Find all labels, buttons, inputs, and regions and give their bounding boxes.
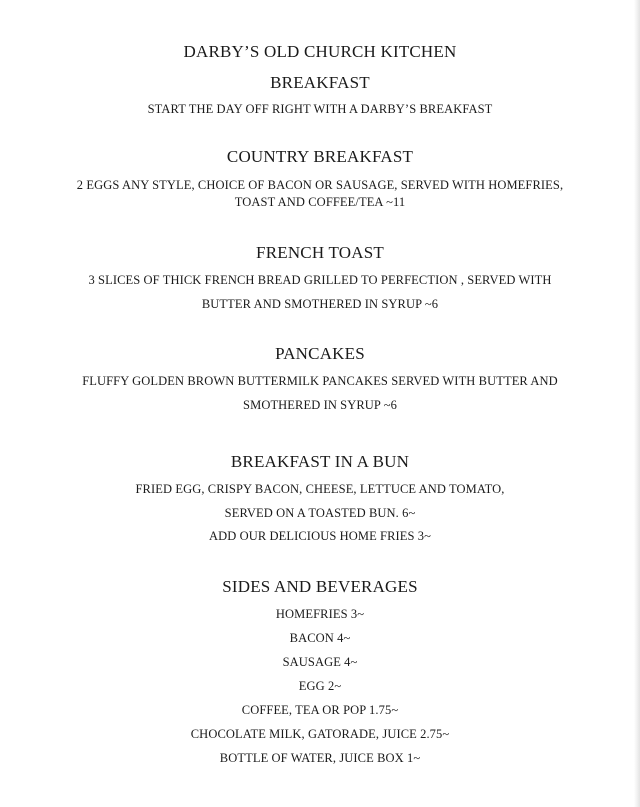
section-line: BUTTER AND SMOTHERED IN SYRUP ~6 <box>201 297 439 311</box>
section-line: COFFEE, TEA OR POP 1.75~ <box>241 703 399 717</box>
section-line: CHOCOLATE MILK, GATORADE, JUICE 2.75~ <box>190 727 450 741</box>
section-line: EGG 2~ <box>298 679 342 693</box>
section-line: SERVED ON A TOASTED BUN. 6~ <box>224 506 416 520</box>
section-line: TOAST AND COFFEE/TEA ~11 <box>234 195 406 209</box>
section-title-breakfast-in-a-bun: BREAKFAST IN A BUN <box>230 452 410 471</box>
section-line: BACON 4~ <box>289 631 351 645</box>
menu-subtitle: BREAKFAST <box>270 73 370 92</box>
section-line: SAUSAGE 4~ <box>282 655 358 669</box>
section-line: HOMEFRIES 3~ <box>275 607 365 621</box>
section-title-pancakes: PANCAKES <box>275 344 365 363</box>
restaurant-title: DARBY’S OLD CHURCH KITCHEN <box>183 42 457 61</box>
section-title-sides-and-beverages: SIDES AND BEVERAGES <box>222 577 418 596</box>
section-title-country-breakfast: COUNTRY BREAKFAST <box>226 147 414 166</box>
section-title-french-toast: FRENCH TOAST <box>256 243 384 262</box>
section-line: FRIED EGG, CRISPY BACON, CHEESE, LETTUCE AND TOMATO, <box>135 482 505 496</box>
section-line: 2 EGGS ANY STYLE, CHOICE OF BACON OR SAUSAGE, SERVED WITH HOMEFRIES, <box>76 178 564 192</box>
section-line: BOTTLE OF WATER, JUICE BOX 1~ <box>219 751 421 765</box>
menu-tagline: START THE DAY OFF RIGHT WITH A DARBY’S BREAKFAST <box>147 102 493 116</box>
section-line: 3 SLICES OF THICK FRENCH BREAD GRILLED TO PERFECTION , SERVED WITH <box>88 273 552 287</box>
section-line: ADD OUR DELICIOUS HOME FRIES 3~ <box>208 529 432 543</box>
section-line: SMOTHERED IN SYRUP ~6 <box>243 398 397 412</box>
section-line: FLUFFY GOLDEN BROWN BUTTERMILK PANCAKES SERVED WITH BUTTER AND <box>82 374 558 388</box>
